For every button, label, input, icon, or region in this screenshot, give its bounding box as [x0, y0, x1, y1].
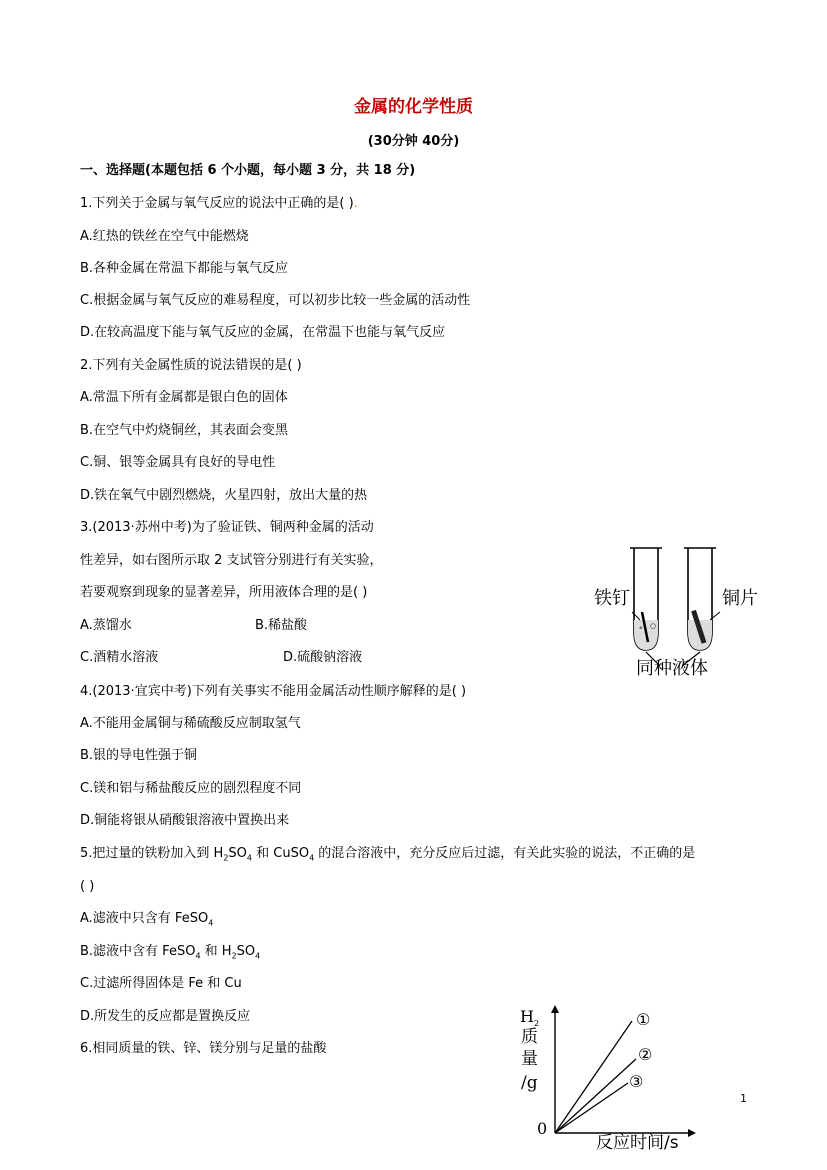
- svg-text:○: ○: [650, 622, 657, 630]
- q5-sub-3: 4: [309, 853, 315, 863]
- q2-option-a: A.常温下所有金属都是银白色的固体: [80, 390, 288, 405]
- q5-text-3: 和 CuSO: [251, 846, 310, 861]
- y-axis-label-liang: 量: [521, 1049, 538, 1069]
- question-3-stem-line-2: 性差异，如右图所示取 2 支试管分别进行有关实验，: [80, 553, 383, 568]
- figure-label-copper-sheet: 铜片: [722, 588, 758, 609]
- question-3-stem-line-1: 3.(2013·苏州中考)为了验证铁、铜两种金属的活动: [80, 520, 374, 535]
- question-6-stem: 6.相同质量的铁、锌、镁分别与足量的盐酸: [80, 1041, 327, 1056]
- q2-option-b: B.在空气中灼烧铜丝，其表面会变黑: [80, 423, 289, 438]
- question-5-stem: [80, 845, 695, 868]
- origin-label: 0: [537, 1119, 548, 1138]
- q5a-sub: 4: [208, 918, 214, 928]
- q3-option-d: D.硫酸钠溶液: [283, 650, 363, 665]
- figure-label-same-liquid: 同种液体: [636, 658, 708, 679]
- right-test-tube: [684, 548, 716, 650]
- q5a-text: A.滤液中只含有 FeSO: [80, 911, 209, 926]
- line-1: [555, 1021, 632, 1133]
- page-title: 金属的化学性质: [354, 97, 473, 117]
- h-letter: H: [520, 1007, 534, 1026]
- q5b-sub-3: 4: [255, 951, 261, 961]
- question-3-stem-line-3: 若要观察到现象的显著差异，所用液体合理的是( ): [80, 585, 368, 600]
- line-1-label: ①: [636, 1010, 651, 1029]
- line-3-label: ③: [629, 1072, 644, 1091]
- q5-text-1: 5.把过量的铁粉加入到 H: [80, 846, 224, 861]
- y-axis-label-zhi: 质: [521, 1027, 538, 1047]
- question-1-stem: [80, 195, 358, 213]
- q2-option-d: D.铁在氧气中剧烈燃烧，火星四射，放出大量的热: [80, 488, 368, 503]
- q4-option-a: A.不能用金属铜与稀硫酸反应制取氢气: [80, 716, 301, 731]
- page-number: 1: [740, 1092, 747, 1105]
- svg-text:°: °: [639, 626, 643, 634]
- q3-option-b: B.稀盐酸: [255, 618, 308, 633]
- q5b-text-3: SO: [236, 944, 256, 959]
- q4-option-b: B.银的导电性强于铜: [80, 748, 198, 763]
- figure-label-iron-nail: 铁钉: [594, 588, 630, 609]
- h2-subscript: 2: [533, 1019, 540, 1029]
- q2-option-c: C.铜、银等金属具有良好的导电性: [80, 455, 276, 470]
- q3-option-a: A.蒸馏水: [80, 618, 132, 633]
- x-axis-label: 反应时间/s: [596, 1133, 679, 1153]
- q5-option-a: [80, 910, 213, 933]
- page-subtitle: (30分钟 40分): [367, 134, 460, 149]
- line-2: [555, 1059, 636, 1133]
- question-5-stem-cont: ( ): [80, 879, 95, 894]
- q5-text-4: 的混合溶液中，充分反应后过滤，有关此实验的说法，不正确的是: [314, 846, 696, 861]
- question-1-text: 1.下列关于金属与氧气反应的说法中正确的是( ): [80, 196, 354, 211]
- question-1-mark: .: [353, 196, 358, 211]
- q5-sub-2: 4: [246, 853, 252, 863]
- left-test-tube: [630, 548, 662, 650]
- q5-option-d: D.所发生的反应都是置换反应: [80, 1009, 251, 1024]
- question-4-stem: 4.(2013·宜宾中考)下列有关事实不能用金属活动性顺序解释的是( ): [80, 684, 467, 699]
- line-2-label: ②: [638, 1045, 653, 1064]
- q5b-sub-1: 4: [195, 951, 201, 961]
- q1-option-c: C.根据金属与氧气反应的难易程度，可以初步比较一些金属的活动性: [80, 293, 471, 308]
- q5b-text-1: B.滤液中含有 FeSO: [80, 944, 196, 959]
- section-heading: 一、选择题(本题包括 6 个小题，每小题 3 分，共 18 分): [80, 163, 416, 178]
- q5-sub-1: 2: [223, 853, 229, 863]
- q5b-text-2: 和 H: [200, 944, 232, 959]
- q1-option-d: D.在较高温度下能与氧气反应的金属，在常温下也能与氧气反应: [80, 325, 446, 340]
- q5-option-c: C.过滤所得固体是 Fe 和 Cu: [80, 976, 242, 991]
- q5-text-2: SO: [228, 846, 247, 861]
- line-3: [555, 1083, 628, 1133]
- q3-option-c: C.酒精水溶液: [80, 650, 159, 665]
- q5-option-b: [80, 943, 260, 966]
- question-2-stem: 2.下列有关金属性质的说法错误的是( ): [80, 358, 302, 373]
- q4-option-d: D.铜能将银从硝酸银溶液中置换出来: [80, 813, 290, 828]
- q1-option-a: A.红热的铁丝在空气中能燃烧: [80, 229, 249, 244]
- q4-option-c: C.镁和铝与稀盐酸反应的剧烈程度不同: [80, 781, 302, 796]
- q1-option-b: B.各种金属在常温下都能与氧气反应: [80, 261, 289, 276]
- q5b-sub-2: 2: [231, 951, 237, 961]
- y-axis-label-unit: /g: [521, 1073, 538, 1093]
